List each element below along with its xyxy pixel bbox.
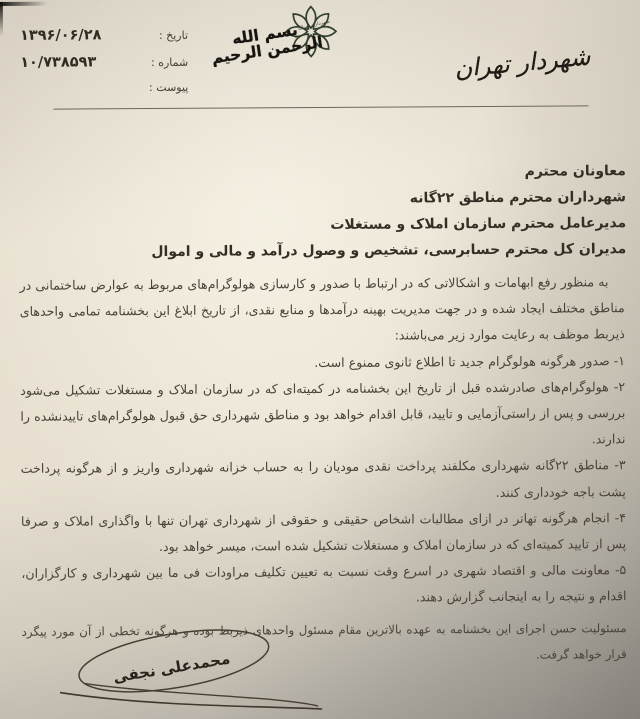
recipients xyxy=(19,158,627,266)
directive-item-4: ۴- انجام هرگونه تهاتر در ازای مطالبات اشخاص حقیقی و حقوقی از شهرداری تهران تنها با واگذاری املاک و صرفا پس از تایید کمیته‌ای که در سازمان املاک و مستغلات تشکیل شده است، میسر خواهد بود. xyxy=(20,509,627,555)
mayor-title-calligraphy: شهردار تهران xyxy=(452,42,592,84)
header-fields xyxy=(20,27,188,109)
directive-item-1: ۱- صدور هرگونه هولوگرام جدید تا اطلاع ثانوی ممنوع است. xyxy=(314,352,626,370)
number-value: ۱۰/۷۳۸۵۹۳ xyxy=(20,54,97,71)
signature xyxy=(54,624,335,718)
recipient-line: مدیران کل محترم حسابرسی، تشخیص و وصول درآمد و مالی و اموال xyxy=(151,241,627,261)
date-field xyxy=(20,27,188,55)
attachment-field xyxy=(20,81,188,109)
body-closing: مسئولیت حسن اجرای این بخشنامه به عهده بالاترین مقام مسئول واحدهای ذیربط بوده و هرگونه تخطی از آن مورد پیگرد قرار خواهد گرفت. xyxy=(21,620,627,662)
emblem-caption: شهرداری تهران xyxy=(297,18,331,32)
number-label: شماره : xyxy=(150,55,189,70)
date-value: ۱۳۹۶/۰۶/۲۸ xyxy=(19,27,102,44)
letter-body xyxy=(19,269,626,671)
photo-edge-shadow xyxy=(0,2,3,36)
body-intro: به منظور رفع ابهامات و اشکالاتی که در ارتباط با صدور و کارسازی هولوگرام‌های مربوط به عوارض ساختمانی در مناطق مختلف ایجاد شده و در جهت مدیریت بهینه درآمدها و منابع نقدی، از تاریخ ابلاغ این بخشنامه تمامی واحدهای ذیربط موظف به رعایت موارد زیر می‌باشند: xyxy=(19,274,625,343)
recipient-line: مدیرعامل محترم سازمان املاک و مستغلات xyxy=(330,215,627,233)
directive-item-2: ۲- هولوگرام‌های صادرشده قبل از تاریخ این بخشنامه در کمیته‌ای که در سازمان املاک و مستغلات تشکیل می‌شود بررسی و پس از راستی‌آزمایی و تایید، قابل اقدام خواهد بود و مناطق شهرداری حق قبول هولوگرام‌های تاییدنشده را ندارند. xyxy=(20,378,626,447)
number-field xyxy=(20,54,188,82)
date-label: تاریخ : xyxy=(158,28,189,42)
directive-item-3: ۳- مناطق ۲۲گانه شهرداری مکلفند پرداخت نقدی مودیان را به حساب خزانه شهرداری واریز و از هرگونه پرداخت پشت باجه خودداری کنند. xyxy=(20,457,626,500)
photo-edge-shadow xyxy=(0,2,48,6)
signature-flourish xyxy=(84,682,318,707)
directive-item-5: ۵- معاونت مالی و اقتصاد شهری در اسرع وقت نسبت به تعیین تکلیف مراودات فی ما بین شهرداری و کارگزاران، اقدام و نتیجه را به اینجانب گزارش دهند. xyxy=(21,562,627,605)
signature-name: محمدعلی نجفی xyxy=(112,649,232,687)
recipient-line: شهرداران محترم مناطق ۲۲گانه xyxy=(409,189,627,207)
bismillah-calligraphy: بسم الله الرحمن الرحیم xyxy=(210,20,324,68)
attachment-label: پیوست : xyxy=(148,80,189,95)
recipient-line: معاونان محترم xyxy=(524,163,626,180)
